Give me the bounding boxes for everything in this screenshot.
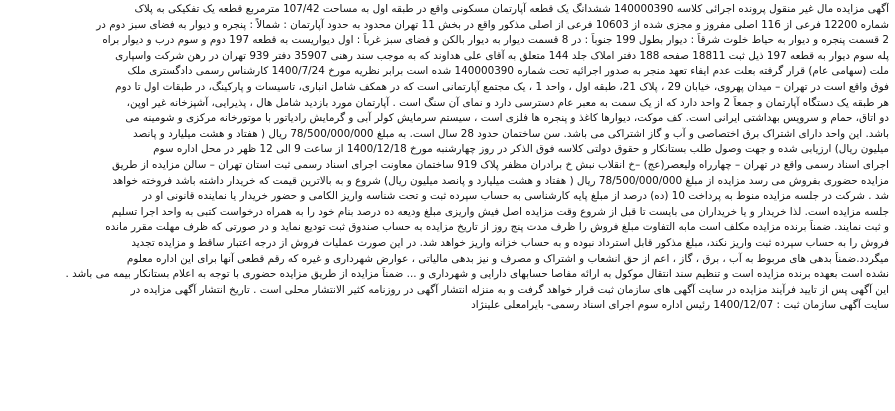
notice-line-11: اجرای اسناد رسمی واقع در تهران – چهارراه ولیعصر(عج) –خ انقلاب نبش خ برادران مظفر پلاک 919 ساختمان معاونت اجرای اسناد رسمی ثبت استان تهران – سالن مزایده از طریق bbox=[111, 158, 889, 171]
notice-line-20: سایت آگهی سازمان ثبت : 1400/12/07 رئیس اداره سوم اجرای اسناد رسمی- بایرامعلی علینژاد bbox=[471, 299, 889, 312]
notice-line-7: هر طبقه یک دستگاه آپارتمان و جمعاً 2 واحد دارد که از یک سمت به معبر عام دسترسی دارد و نمای آن سنگ است . آپارتمان مورد بازدید شامل هال ، پذیرایی، آشپزخانه غیر اوپن، bbox=[126, 96, 889, 109]
notice-line-17: میگردد.ضمناً بدهی های مربوط به آب ، برق ، گاز ، اعم از حق انشعاب و اشتراک و مصرف و نیز بدهی مالیاتی ، عوارض شهرداری و غیره که رقم قطعی آنها برای این اداره معلوم bbox=[126, 252, 889, 265]
notice-line-6: فوق واقع است در تهران – میدان پهروی، خیابان 29 ، پلاک 21، طبقه اول ، واحد 1 ، یک مجتمع آپارتمانی است که در همکف شامل انباری، تاسیسات و پارکینگ، در طبقات اول تا دوم bbox=[115, 80, 889, 93]
notice-line-15: و ثبت نمایند. ضمناً برنده مزایده مکلف است مابه التفاوت مبلغ فروش را ظرف مدت پنج روز از تاریخ مزایده به حساب صندوق ثبت تودیع نماید و در صورتی که ظرف مهلت مقرر مانده bbox=[105, 221, 889, 234]
notice-line-14: جلسه مزایده است. لذا خریدار و یا خریداران می بایست تا قبل از شروع وقت مزایده اصل فیش واریزی مبلغ ودیعه ده درصد بنام خود را به همراه درخواست کتبی به واحد اجرا تسلیم bbox=[111, 205, 889, 218]
notice-line-4: پله سوم دیوار به قطعه 197 ذیل ثبت 18811 صفحه 188 دفتر املاک جلد 144 متعلق به آقای علی هداوند که به موجب سند رهنی 35907 دفتر 939 تهران در رهن شرکت واسپاری bbox=[115, 49, 889, 62]
notice-line-10: میلیون ریال) ارزیابی شده و جهت وصول طلب بستانکار و حقوق دولتی کلاسه فوق الذکر در روز چهارشنبه مورخ 1400/12/18 از ساعت 9 الی 12 ظهر در محل اداره سوم bbox=[153, 143, 889, 156]
notice-line-13: شد . شرکت در جلسه مزایده منوط به پرداخت 10 (ده) درصد از مبلغ پایه کارشناسی به حساب سپرده ثبت و تحت شناسه واریز الکامی و حضور خریدار یا نماینده قانونی او در bbox=[142, 190, 889, 203]
notice-line-19: این آگهی پس از تایید فرآیند مزایده در سایت آگهی های سازمان ثبت قرار خواهد گرفت و به منزله انتشار آگهی در روزنامه کثیر الانتشار محلی است . تاریخ انتشار آگهی مزایده در bbox=[130, 283, 889, 296]
notice-line-1: آگهی مزایده مال غیر منقول پرونده اجرائی کلاسه 140000390 ششدانگ یک قطعه آپارتمان مسکونی واقع در طبقه اول به مساحت 107/42 مترمربع قطعه یک تفکیکی به پلاک bbox=[134, 3, 889, 15]
notice-line-8: دو اتاق، حمام و سرویس بهداشتی ایرانی است. کف موکت، دیوارها کاغذ و پنجره ها فلزی است ، سیستم سرمایش کولر آبی و گرمایش رادیاتور با موتورخانه مرکزی و شومینه می bbox=[125, 112, 889, 125]
notice-line-16: فروش را به حساب سپرده ثبت واریز نکند، مبلغ مذکور قابل استرداد نبوده و به حساب خزانه واریز خواهد شد. در این صورت عملیات فروش از درجه اعتبار ساقط و مزایده تجدید bbox=[131, 236, 889, 249]
notice-line-5: ملت (سهامی عام) قرار گرفته بعلت عدم ایفاء تعهد منجر به صدور اجرائیه تحت شماره 140000390 شده است برابر نظریه مورخ 1400/7/24 کارشناس رسمی دادگستری ملک bbox=[127, 65, 889, 78]
notice-line-12: مزایده حضوری بفروش می رسد مزایده از مبلغ 78/500/000/000 ریال ( هفتاد و هشت میلیارد و پانصد میلیون ریال) شروع و به بالاترین قیمت که خریدار داشته باشد فروخته خواهد bbox=[112, 174, 889, 187]
notice-line-2: شماره 12200 فرعی از 116 اصلی مفروز و مجزی شده از 10603 فرعی از اصلی مذکور واقع در بخش 11 تهران محدود به حدود آپارتمان : شمالاً : پنجره و دیوار به فضای سبز دوم در bbox=[96, 18, 889, 31]
notice-line-18: نشده است بعهده برنده مزایده است و تنظیم سند انتقال موکول به ارائه مفاصا حسابهای دارایی و شهرداری و ... ضمناً مزایده از طریق مزایده حضوری با توجه به اعلام بستانکار بیمه می باشد . bbox=[65, 268, 889, 281]
notice-line-9: باشد. این واحد دارای اشتراک برق اختصاصی و آب و گاز اشتراکی می باشد. سن ساختمان حدود 28 سال است. به مبلغ 78/500/000/000 ریال ( هفتاد و هشت میلیارد و پانصد bbox=[133, 127, 889, 140]
notice-line-3: 2 قسمت پنجره و دیوار به حیاط خلوت شرقاً : دیوار بطول 199 جنوباً : در 8 قسمت دیوار به دیوار بالکن و فضای سبز غرباً : اول دیواریست به قطعه 197 دوم و سوم درب و دیوار براه bbox=[102, 34, 889, 47]
